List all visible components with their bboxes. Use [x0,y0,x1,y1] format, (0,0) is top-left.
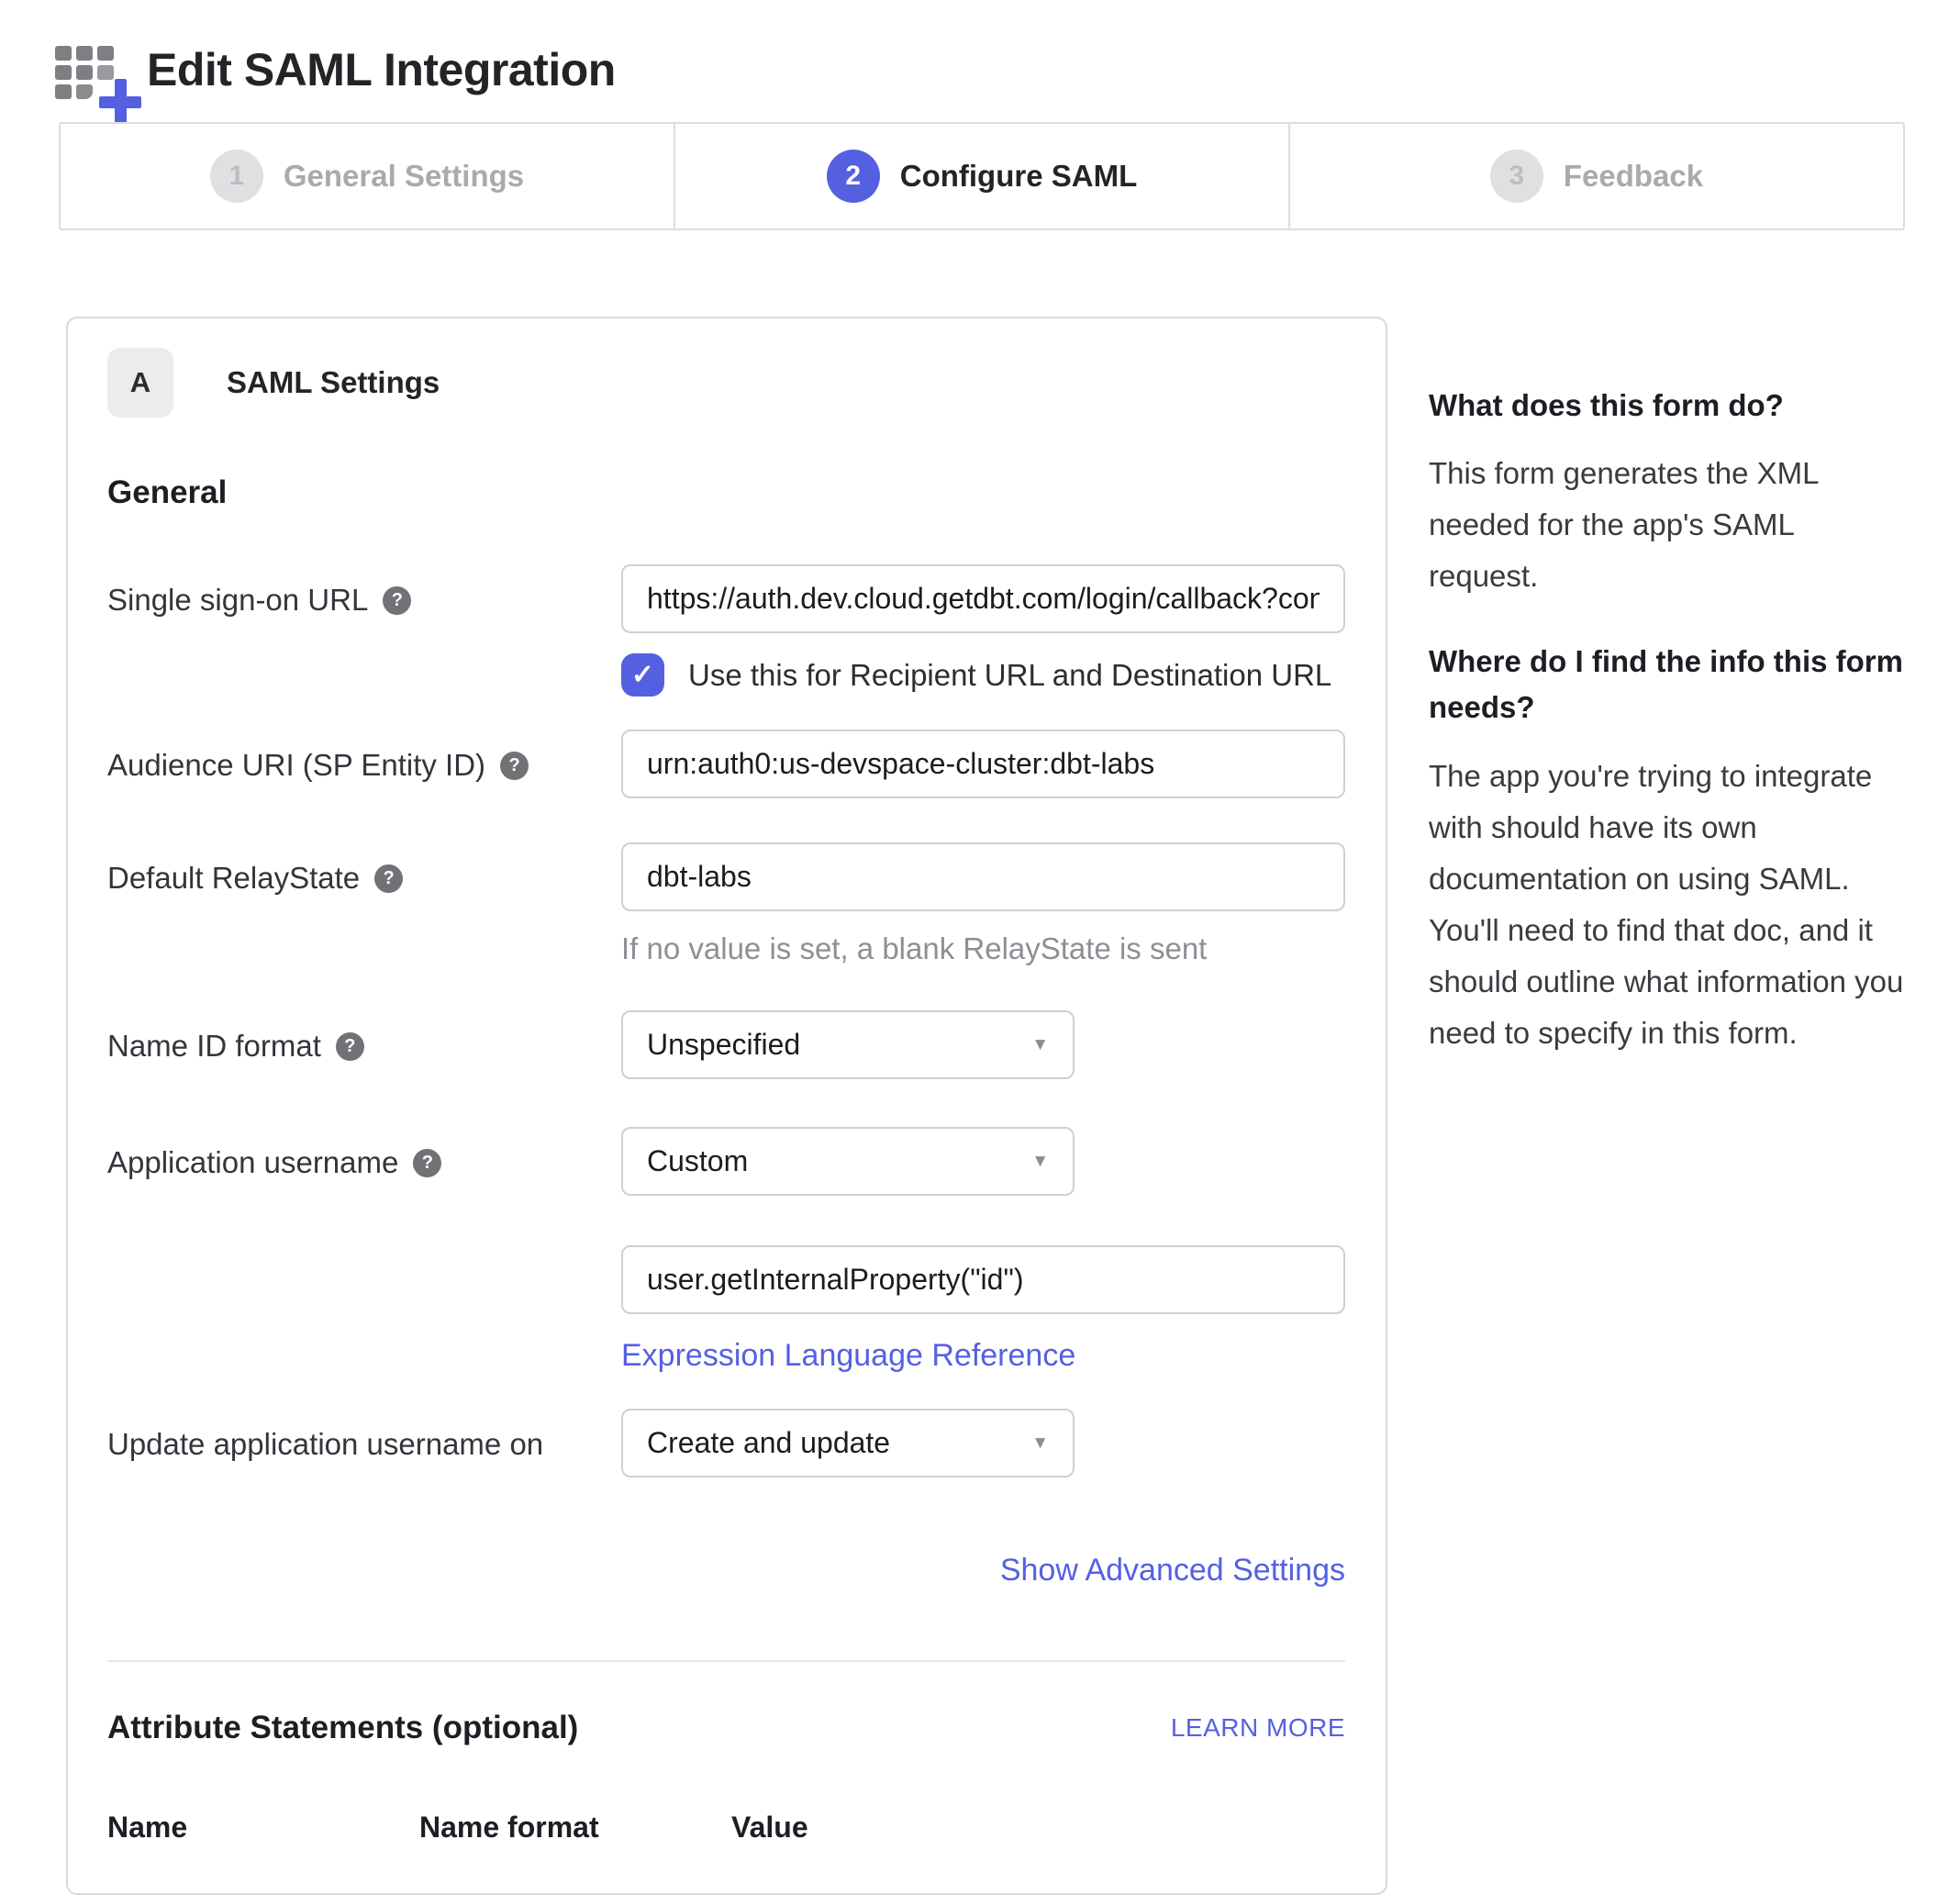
relay-state-hint: If no value is set, a blank RelayState is sent [621,931,1208,965]
application-username-label: Application username [107,1145,399,1179]
column-header-value: Value [731,1811,808,1844]
relay-state-input[interactable] [621,842,1345,911]
select-value: Create and update [647,1426,891,1459]
update-username-label: Update application username on [107,1427,544,1461]
select-value: Custom [647,1144,749,1177]
name-id-format-select[interactable] [621,1010,1075,1079]
name-id-format-label: Name ID format [107,1029,321,1063]
section-divider [107,1660,1345,1662]
checkmark-icon: ✓ [630,660,655,690]
wizard-step-configure-saml[interactable] [674,124,1288,229]
help-answer-1: This form generates the XML needed for the app's SAML request. [1429,456,1819,593]
general-heading: General [107,474,228,510]
saml-settings-card [66,317,1387,1895]
app-grid-icon [51,39,139,127]
custom-expression-row [107,1245,1345,1374]
relay-state-label: Default RelayState [107,861,361,895]
chevron-down-icon: ▼ [1031,1034,1049,1054]
audience-uri-row [107,730,1345,798]
attribute-statements-title: Attribute Statements (optional) [107,1710,579,1745]
step-label: Feedback [1563,159,1704,193]
help-icon[interactable]: ? [413,1149,441,1177]
sso-url-input[interactable] [621,564,1345,633]
expression-language-reference-link[interactable]: Expression Language Reference [621,1338,1076,1373]
page-title: Edit SAML Integration [147,44,616,95]
column-header-name-format: Name format [419,1811,599,1844]
update-username-select[interactable] [621,1409,1075,1477]
chevron-down-icon: ▼ [1031,1151,1049,1171]
column-header-name: Name [107,1811,188,1844]
use-for-recipient-checkbox[interactable] [621,653,664,697]
help-panel [1429,384,1910,1096]
name-id-format-row [107,1010,1345,1079]
step-number-badge: 2 [827,150,880,203]
plus-icon [99,79,141,127]
step-label: General Settings [283,159,525,193]
help-icon[interactable]: ? [383,586,411,615]
help-icon[interactable]: ? [374,864,403,893]
wizard-step-feedback[interactable] [1288,124,1903,229]
wizard-step-general-settings[interactable] [61,124,674,229]
section-a-badge: A [107,348,173,418]
wizard-steps [59,122,1905,230]
audience-uri-label: Audience URI (SP Entity ID) [107,748,486,782]
audience-uri-input[interactable] [621,730,1345,798]
help-answer-2: The app you're trying to integrate with should have its own documentation on using SAML. You'll need to find that doc, and it should outline what information you need to specify in this form. [1429,759,1904,1050]
help-question-1: What does this form do? [1429,388,1784,422]
attribute-table-header [107,1811,1345,1845]
help-question-2: Where do I find the info this form needs? [1429,644,1903,724]
help-icon[interactable]: ? [336,1032,364,1061]
use-for-recipient-label: Use this for Recipient URL and Destination URL [688,657,1332,692]
step-number-badge: 3 [1490,150,1543,203]
select-value: Unspecified [647,1028,801,1061]
step-number-badge: 1 [210,150,263,203]
chevron-down-icon: ▼ [1031,1432,1049,1453]
sso-url-label: Single sign-on URL [107,583,369,617]
application-username-select[interactable] [621,1127,1075,1196]
update-username-row [107,1409,1345,1477]
relay-state-row [107,842,1345,966]
application-username-row [107,1127,1345,1196]
sso-url-row [107,564,1345,697]
learn-more-link[interactable]: LEARN MORE [1170,1713,1345,1742]
show-advanced-settings-link[interactable]: Show Advanced Settings [999,1553,1345,1588]
saml-settings-title: SAML Settings [227,365,440,399]
custom-expression-input[interactable] [621,1245,1345,1314]
page-header [51,26,616,127]
help-icon[interactable]: ? [500,752,529,780]
step-label: Configure SAML [899,159,1138,193]
